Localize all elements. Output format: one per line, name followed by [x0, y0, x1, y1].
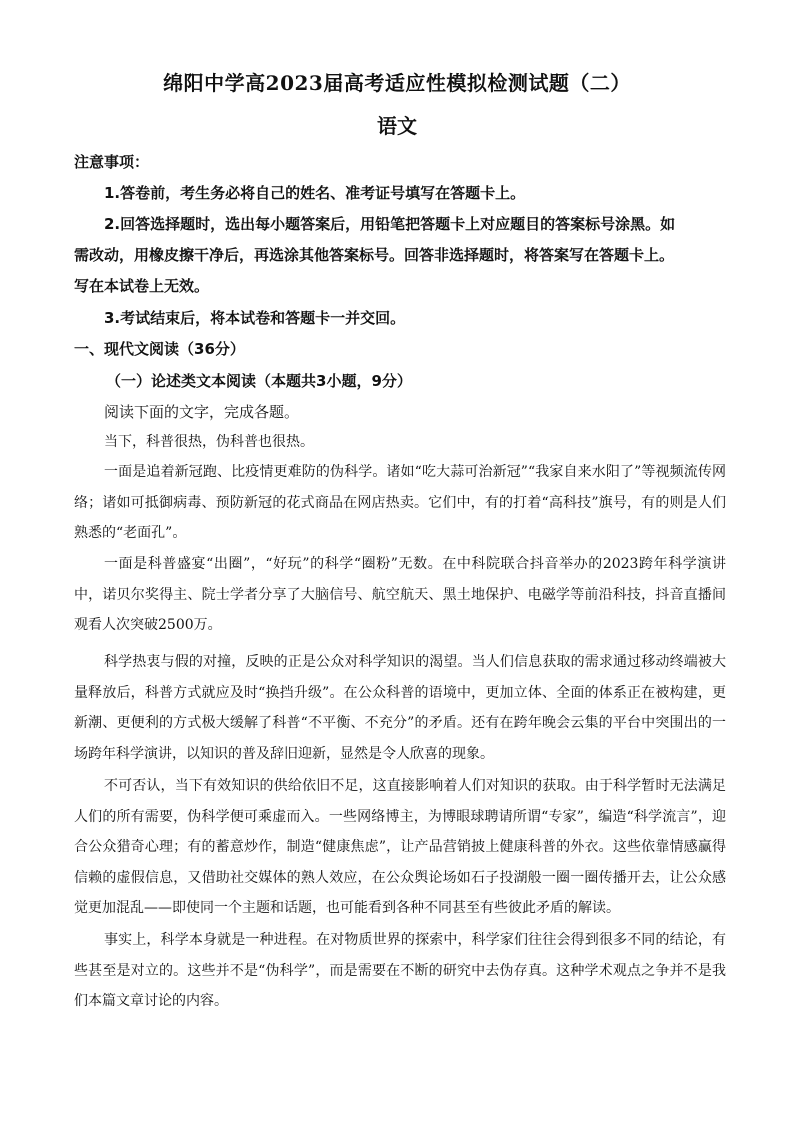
notice-item-1: 1.答卷前，考生务必将自己的姓名、准考证号填写在答题卡上。 [104, 184, 526, 202]
passage-paragraph-6: 事实上，科学本身就是一种进程。在对物质世界的探索中，科学家们往往会得到很多不同的结论，有些甚至是对立的。这些并不是“伪科学”，而是需要在不断的研究中去伪存真。这种学术观点之争并不是我们本篇文章讨论的内容。 [74, 932, 726, 1009]
passage-paragraph-1: 当下，科普很热，伪科普也很热。 [104, 434, 314, 450]
subsection-heading: （一）论述类文本阅读（本题共3小题，9分） [106, 372, 412, 390]
section-heading: 一、现代文阅读（36分） [74, 340, 245, 358]
notice-item-2-line-3: 写在本试卷上无效。 [74, 277, 210, 295]
passage-paragraph-2: 一面是追着新冠跑、比疫情更难防的伪科学。诸如“吃大蒜可治新冠”“我家自来水阳了”等视频流传网络；诸如可抵御病毒、预防新冠的花式商品在网店热卖。它们中，有的打着“高科技”旗号，有的则是人们熟悉的“老面孔”。 [74, 464, 726, 541]
notice-item-2-line-2: 需改动，用橡皮擦干净后，再选涂其他答案标号。回答非选择题时，将答案写在答题卡上。 [74, 246, 675, 264]
subject-title: 语文 [377, 114, 417, 138]
notice-item-3: 3.考试结束后，将本试卷和答题卡一并交回。 [104, 309, 406, 327]
notice-heading: 注意事项： [74, 153, 150, 171]
passage-paragraph-4: 科学热衷与假的对撞，反映的正是公众对科学知识的渴望。当人们信息获取的需求通过移动终端被大量释放后，科普方式就应及时“换挡升级”。在公众科普的语境中，更加立体、全面的体系正在被构建，更新潮、更便利的方式极大缓解了科普“不平衡、不充分”的矛盾。还有在跨年晚会云集的平台中突围出的一场跨年科学演讲，以知识的普及辞旧迎新，显然是令人欣喜的现象。 [74, 654, 726, 762]
passage-paragraph-3: 一面是科普盛宴“出圈”，“好玩”的科学“圈粉”无数。在中科院联合抖音举办的2023跨年科学演讲中，诺贝尔奖得主、院士学者分享了大脑信号、航空航天、黑土地保护、电磁学等前沿科技，抖音直播间观看人次突破2500万。 [74, 556, 726, 633]
notice-item-2-line-1: 2.回答选择题时，选出每小题答案后，用铅笔把答题卡上对应题目的答案标号涂黑。如 [104, 215, 676, 233]
reading-instruction: 阅读下面的文字，完成各题。 [104, 403, 300, 421]
exam-title: 绵阳中学高2023届高考适应性模拟检测试题（二） [163, 71, 631, 95]
passage-paragraph-5: 不可否认，当下有效知识的供给依旧不足，这直接影响着人们对知识的获取。由于科学暂时无法满足人们的所有需要，伪科学便可乘虚而入。一些网络博主，为博眼球聘请所谓“专家”，编造“科学流言”，迎合公众猎奇心理；有的蓄意炒作，制造“健康焦虑”，让产品营销披上健康科普的外衣。这些依靠情感赢得信赖的虚假信息，又借助社交媒体的熟人效应，在公众舆论场如石子投湖般一圈一圈传播开去，让公众感觉更加混乱——即使同一个主题和话题，也可能看到各种不同甚至有些彼此矛盾的解读。 [74, 778, 726, 916]
